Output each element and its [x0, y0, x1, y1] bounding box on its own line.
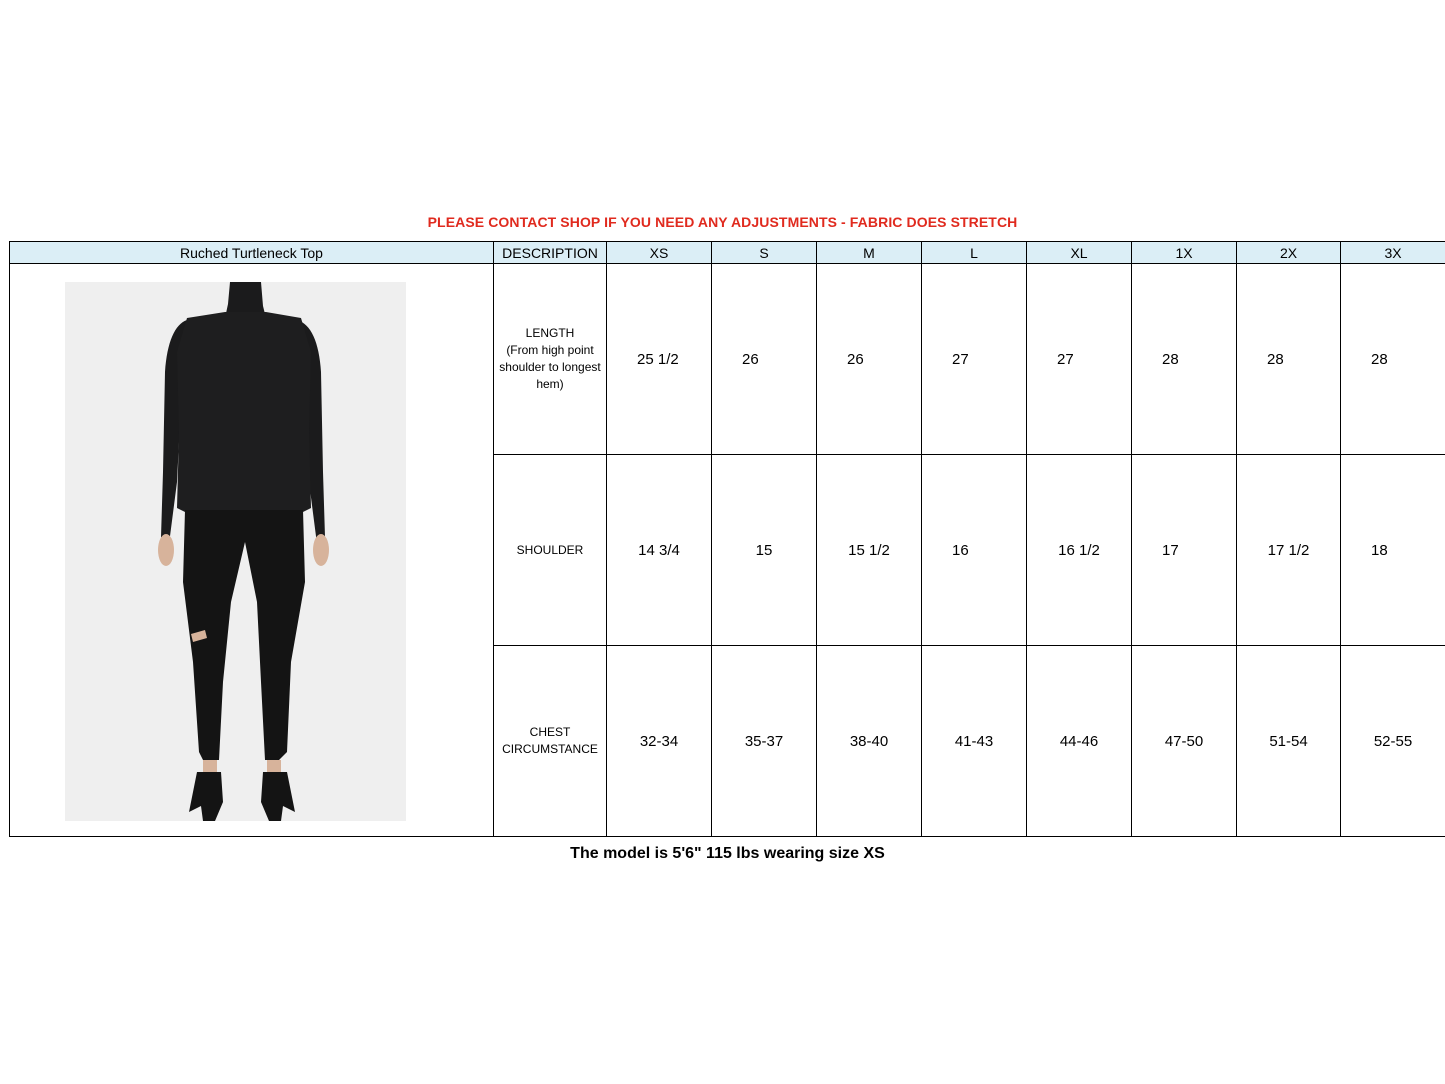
length-l: 27: [922, 264, 1027, 455]
length-1x: 28: [1132, 264, 1237, 455]
size-header-m: M: [817, 242, 922, 264]
model-photo-icon: [65, 282, 406, 821]
length-m: 26: [817, 264, 922, 455]
description-chest-line-2: CIRCUMSTANCE: [502, 742, 598, 756]
description-length-line-3: shoulder to longest: [499, 360, 601, 374]
size-header-s: S: [712, 242, 817, 264]
size-header-3x: 3X: [1341, 242, 1445, 264]
model-photo: [65, 282, 406, 821]
chest-l: 41-43: [922, 646, 1027, 837]
description-chest: [494, 646, 607, 837]
length-2x: 28: [1237, 264, 1341, 455]
description-chest-line-1: CHEST: [529, 725, 571, 739]
shoulder-xl: 16 1/2: [1027, 455, 1132, 646]
header-row: [10, 242, 1445, 264]
chest-s: 35-37: [712, 646, 817, 837]
shoulder-m: 15 1/2: [817, 455, 922, 646]
description-length-line-4: hem): [536, 377, 564, 391]
length-s: 26: [712, 264, 817, 455]
shoulder-l: 16: [922, 455, 1027, 646]
size-chart-table: [9, 241, 1445, 837]
chest-m: 38-40: [817, 646, 922, 837]
notice-banner: PLEASE CONTACT SHOP IF YOU NEED ANY ADJUSTMENTS - FABRIC DOES STRETCH: [427, 214, 1018, 230]
length-xl: 27: [1027, 264, 1132, 455]
size-header-xl: XL: [1027, 242, 1132, 264]
length-xs: 25 1/2: [607, 264, 712, 455]
model-photo-cell: [10, 264, 494, 837]
size-header-l: L: [922, 242, 1027, 264]
size-header-1x: 1X: [1132, 242, 1237, 264]
chest-2x: 51-54: [1237, 646, 1341, 837]
shoulder-xs: 14 3/4: [607, 455, 712, 646]
shoulder-s: 15: [712, 455, 817, 646]
shoulder-1x: 17: [1132, 455, 1237, 646]
size-header-2x: 2X: [1237, 242, 1341, 264]
shoulder-2x: 17 1/2: [1237, 455, 1341, 646]
chest-3x: 52-55: [1341, 646, 1445, 837]
shoulder-3x: 18: [1341, 455, 1445, 646]
model-size-footnote: The model is 5'6" 115 lbs wearing size XS: [570, 845, 885, 862]
table-row-length: [10, 264, 1445, 455]
product-name-header: Ruched Turtleneck Top: [10, 242, 494, 264]
description-length: [494, 264, 607, 455]
length-3x: 28: [1341, 264, 1445, 455]
description-length-line-1: LENGTH: [525, 326, 575, 340]
description-shoulder: [494, 455, 607, 646]
description-header: DESCRIPTION: [494, 242, 607, 264]
chest-xs: 32-34: [607, 646, 712, 837]
size-header-xs: XS: [607, 242, 712, 264]
chest-xl: 44-46: [1027, 646, 1132, 837]
chest-1x: 47-50: [1132, 646, 1237, 837]
description-shoulder-line-1: SHOULDER: [516, 542, 584, 557]
description-length-line-2: (From high point: [506, 343, 594, 357]
